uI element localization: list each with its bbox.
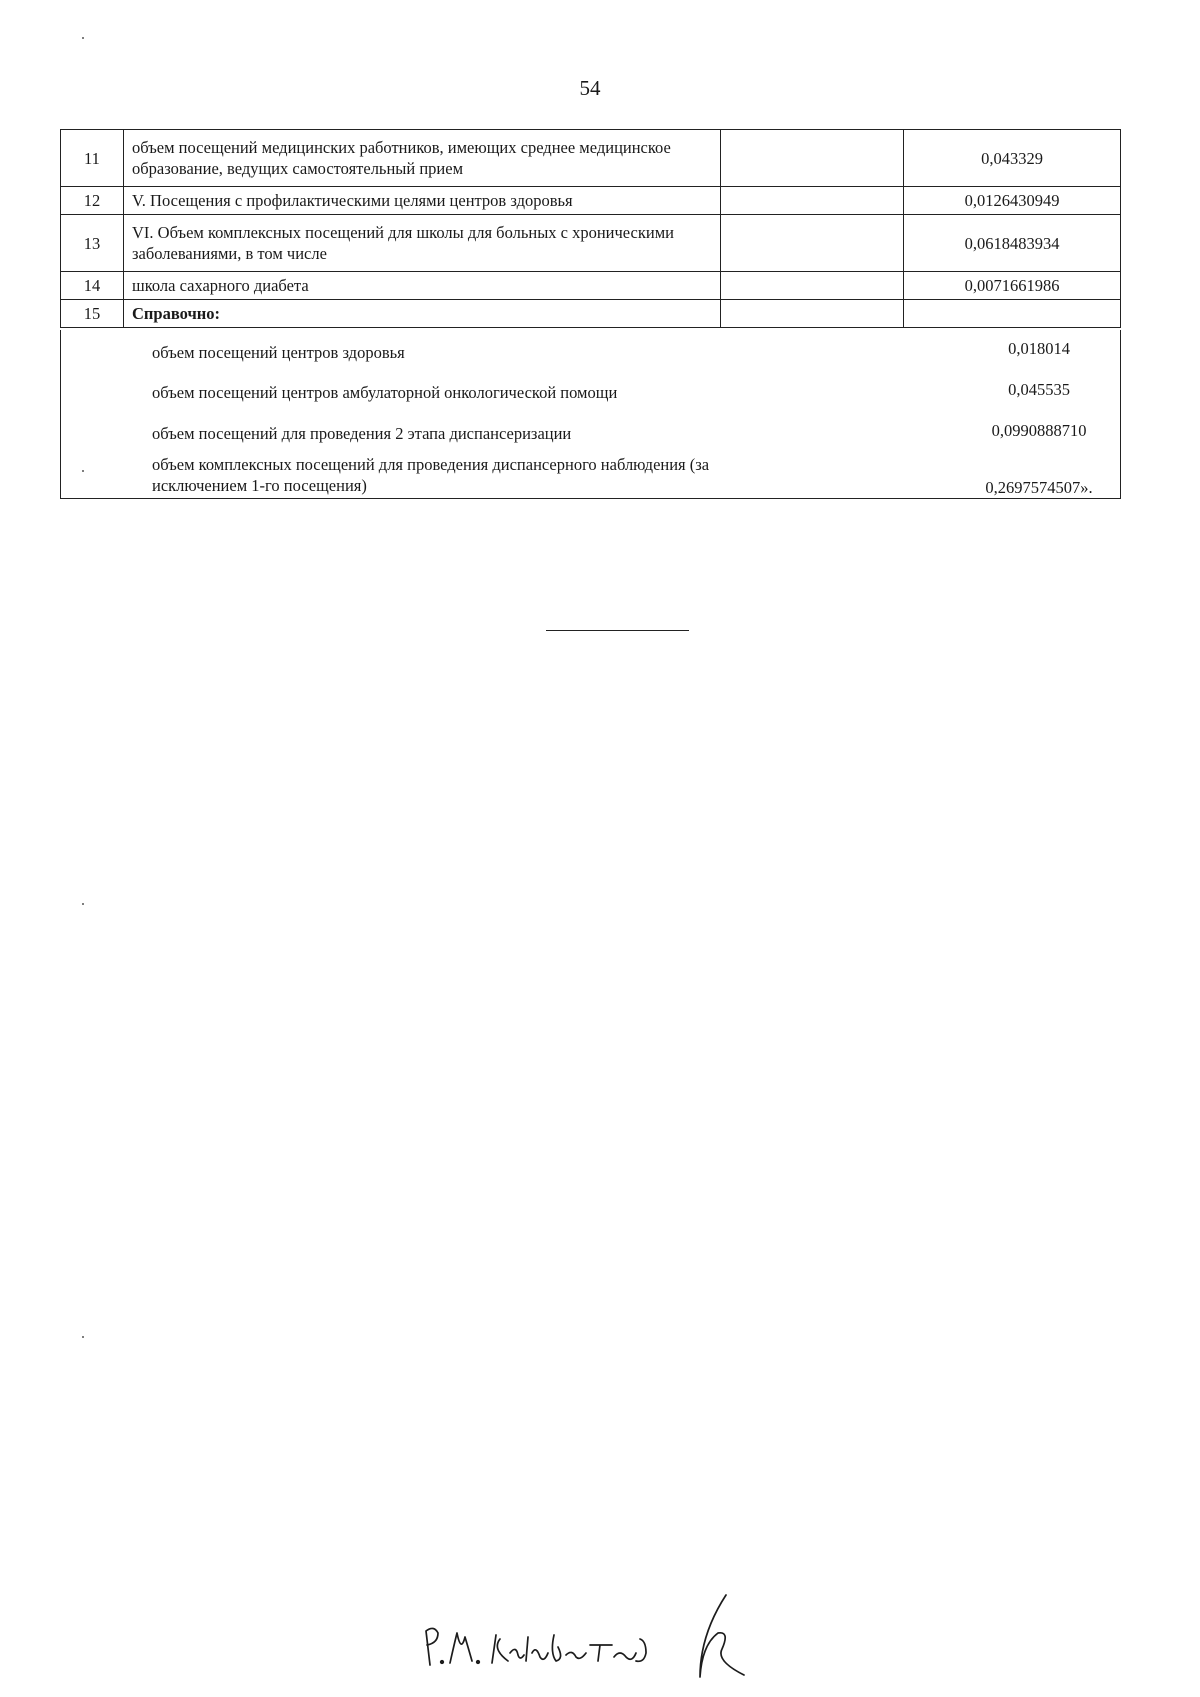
closing-rule bbox=[546, 630, 689, 631]
handwritten-signature bbox=[400, 1575, 820, 1685]
row-value: 0,0071661986 bbox=[904, 272, 1121, 300]
empty-cell bbox=[721, 215, 904, 272]
table-row bbox=[61, 130, 1121, 187]
row-value: 0,043329 bbox=[904, 130, 1121, 187]
reference-value: 0,045535 bbox=[1008, 380, 1070, 399]
empty-cell bbox=[721, 130, 904, 187]
row-value: 0,0618483934 bbox=[904, 215, 1121, 272]
row-number: 15 bbox=[61, 300, 124, 328]
table-row bbox=[61, 215, 1121, 272]
reference-label: объем комплексных посещений для проведения диспансерного наблюдения (за исключением 1-го посещения) bbox=[152, 455, 710, 495]
reference-label: объем посещений для проведения 2 этапа диспансеризации bbox=[152, 424, 572, 443]
scan-speck bbox=[82, 470, 84, 472]
row-value bbox=[904, 300, 1121, 328]
reference-value: 0,018014 bbox=[1008, 339, 1070, 358]
row-description: объем посещений медицинских работников, имеющих среднее медицинское образование, ведущих самостоятельный прием bbox=[124, 130, 721, 187]
empty-cell bbox=[721, 187, 904, 215]
scan-speck bbox=[82, 1336, 84, 1338]
row-description: V. Посещения с профилактическими целями центров здоровья bbox=[124, 187, 721, 215]
table-row bbox=[61, 300, 1121, 328]
empty-cell bbox=[721, 272, 904, 300]
row-description: школа сахарного диабета bbox=[124, 272, 721, 300]
section-heading: Справочно: bbox=[124, 300, 721, 328]
empty-cell bbox=[721, 300, 904, 328]
scan-speck bbox=[82, 903, 84, 905]
data-table bbox=[60, 129, 1121, 328]
row-number: 11 bbox=[61, 130, 124, 187]
page-number: 54 bbox=[579, 76, 601, 100]
reference-value: 0,0990888710 bbox=[991, 421, 1087, 440]
row-number: 13 bbox=[61, 215, 124, 272]
reference-label: объем посещений центров амбулаторной онкологической помощи bbox=[152, 383, 618, 402]
scan-speck bbox=[82, 37, 84, 39]
reference-label: объем посещений центров здоровья bbox=[152, 343, 405, 362]
reference-value: 0,2697574507». bbox=[985, 478, 1093, 497]
reference-block bbox=[60, 330, 1121, 499]
table-row bbox=[61, 187, 1121, 215]
row-number: 12 bbox=[61, 187, 124, 215]
table-row bbox=[61, 272, 1121, 300]
row-value: 0,0126430949 bbox=[904, 187, 1121, 215]
row-number: 14 bbox=[61, 272, 124, 300]
row-description: VI. Объем комплексных посещений для школы для больных с хроническими заболеваниями, в том числе bbox=[124, 215, 721, 272]
